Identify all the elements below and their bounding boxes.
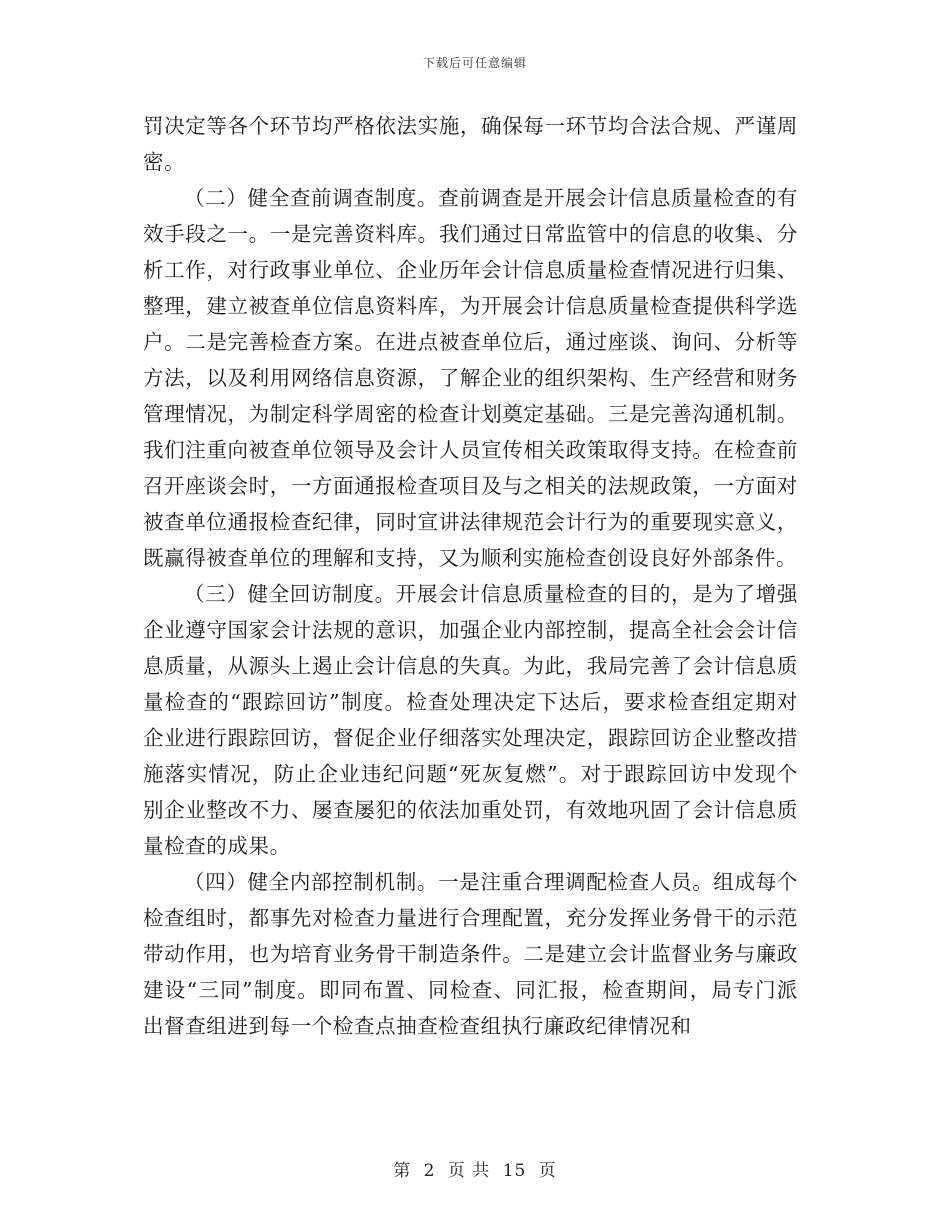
footer-middle: 页 共 (447, 1161, 491, 1181)
paragraph-section-4: （四）健全内部控制机制。一是注重合理调配检查人员。组成每个检查组时，都事先对检查力量进行合理配置，充分发挥业务骨干的示范带动作用，也为培育业务骨干制造条件。二是建立会计监督业务与廉政建设“三同”制度。即同布置、同检查、同汇报，检查期间，局专门派出督查组进到每一个检查点抽查检查组执行廉政纪律情况和 (143, 870, 798, 1038)
paragraph-section-3: （三）健全回访制度。开展会计信息质量检查的目的，是为了增强企业遵守国家会计法规的意识，加强企业内部控制，提高全社会会计信息质量，从源头上遏止会计信息的失真。为此，我局完善了会计信息质量检查的“跟踪回访”制度。检查处理决定下达后，要求检查组定期对企业进行跟踪回访，督促企业仔细落实处理决定，跟踪回访企业整改措施落实情况，防止企业违纪问题“死灰复燃”。对于跟踪回访中发现个别企业整改不力、屡查屡犯的依法加重处罚，有效地巩固了会计信息质量检查的成果。 (143, 582, 798, 858)
footer-page-number: 2 (423, 1161, 436, 1181)
footer-total-pages: 15 (502, 1161, 527, 1181)
page-footer (0, 1156, 950, 1181)
document-body (143, 108, 798, 1044)
paragraph-continuation: 罚决定等各个环节均严格依法实施，确保每一环节均合法合规、严谨周密。 (143, 114, 798, 174)
paragraph-section-2: （二）健全查前调查制度。查前调查是开展会计信息质量检查的有效手段之一。一是完善资料库。我们通过日常监管中的信息的收集、分析工作，对行政事业单位、企业历年会计信息质量检查情况进行归集、整理，建立被查单位信息资料库，为开展会计信息质量检查提供科学选户。二是完善检查方案。在进点被查单位后，通过座谈、询问、分析等方法，以及利用网络信息资源，了解企业的组织架构、生产经营和财务管理情况，为制定科学周密的检查计划奠定基础。三是完善沟通机制。我们注重向被查单位领导及会计人员宣传相关政策取得支持。在检查前召开座谈会时，一方面通报检查项目及与之相关的法规政策，一方面对被查单位通报检查纪律，同时宣讲法律规范会计行为的重要现实意义，既赢得被查单位的理解和支持，又为顺利实施检查创设良好外部条件。 (143, 186, 798, 570)
page-header: 下载后可任意编辑 (422, 56, 527, 70)
footer-prefix: 第 (393, 1161, 412, 1181)
footer-suffix: 页 (538, 1161, 557, 1181)
